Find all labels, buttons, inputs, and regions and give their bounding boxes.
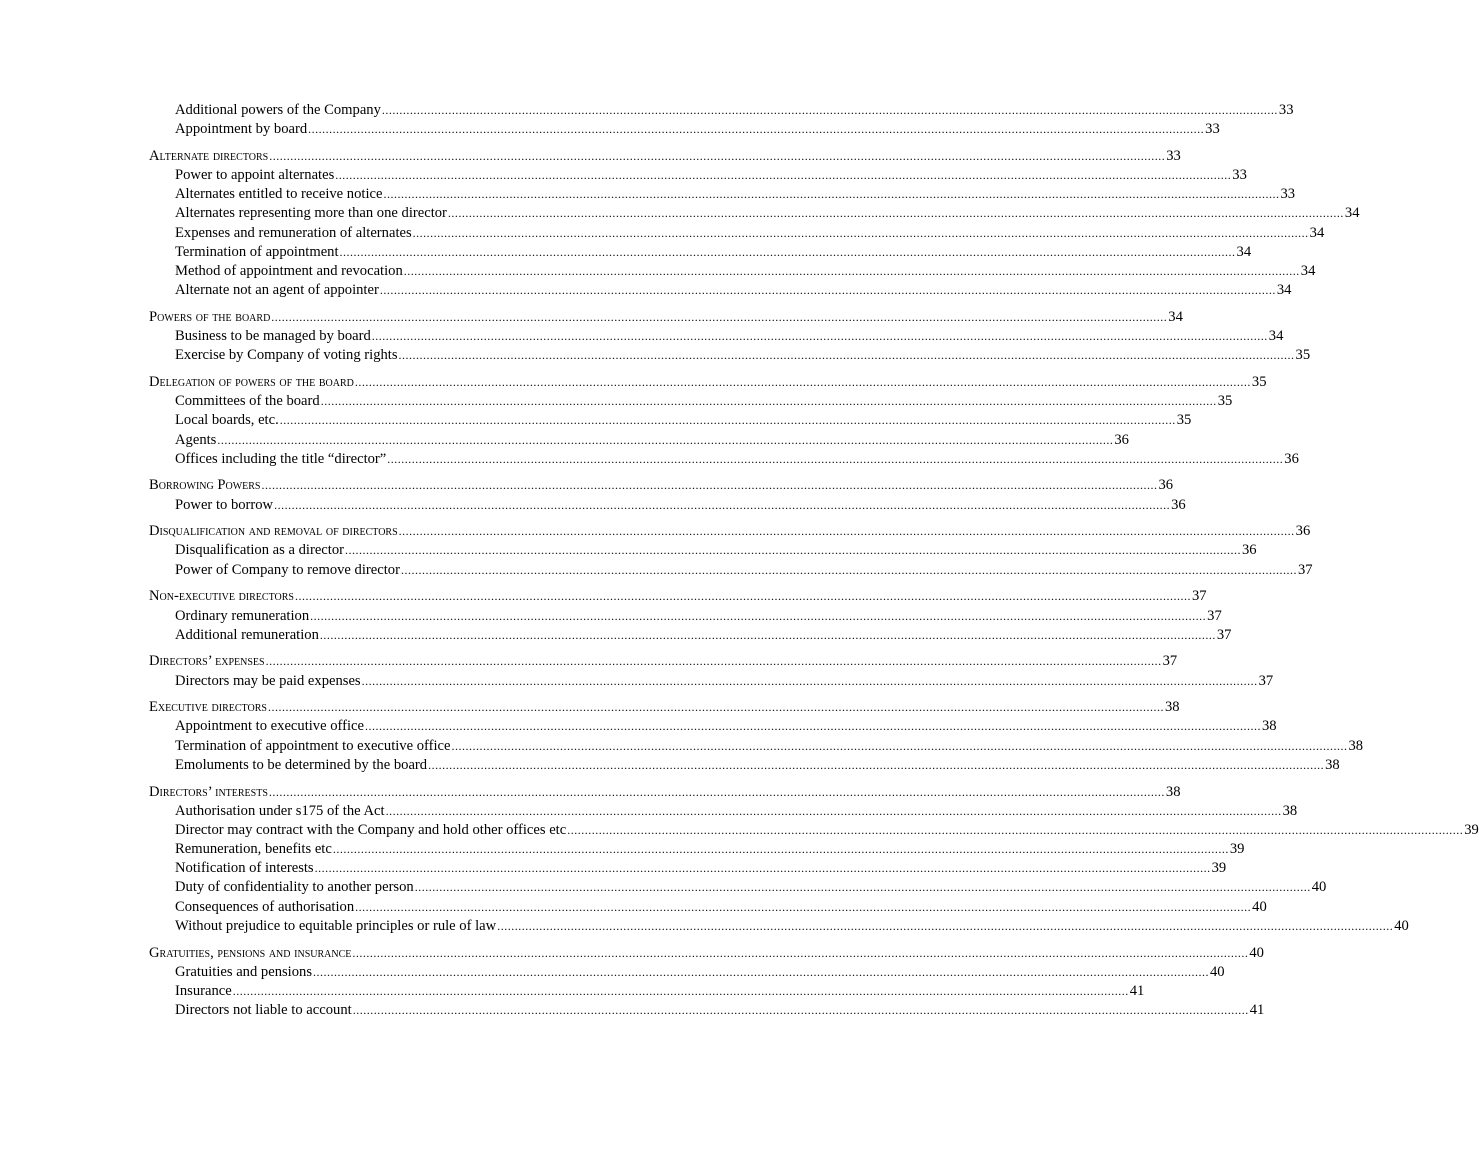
toc-section-heading[interactable] xyxy=(149,522,1311,541)
dot-leader: ................................................................................................................................................................................................................................................................ xyxy=(414,880,1311,895)
dot-leader: ................................................................................................................................................................................................................................................................ xyxy=(217,432,1114,447)
toc-page-number: 35 xyxy=(1251,373,1267,390)
toc-section-heading[interactable] xyxy=(149,698,1180,717)
toc-entry-title: Alternate directors xyxy=(149,147,269,164)
toc-entry-title: Alternates entitled to receive notice xyxy=(175,186,383,203)
toc-group xyxy=(149,652,1274,690)
toc-entry-title: Delegation of powers of the board xyxy=(149,373,354,390)
toc-entry[interactable] xyxy=(149,185,1296,204)
toc-entry[interactable] xyxy=(149,431,1129,450)
toc-entry-title: Additional powers of the Company xyxy=(175,102,381,118)
toc-entry-title: Agents xyxy=(175,431,217,448)
toc-entry-title: Method of appointment and revocation xyxy=(175,263,403,279)
toc-entry[interactable] xyxy=(149,802,1298,821)
toc-entry[interactable] xyxy=(149,450,1299,469)
toc-entry-title: Notification of interests xyxy=(175,860,314,877)
dot-leader: ................................................................................................................................................................................................................................................................ xyxy=(279,413,1176,428)
dot-leader: ................................................................................................................................................................................................................................................................ xyxy=(271,309,1168,324)
toc-entry[interactable] xyxy=(149,840,1245,859)
toc-page-number: 38 xyxy=(1282,802,1298,819)
toc-section-heading[interactable] xyxy=(149,373,1267,392)
dot-leader: ................................................................................................................................................................................................................................................................ xyxy=(403,264,1300,278)
toc-group xyxy=(149,308,1311,366)
dot-leader: ................................................................................................................................................................................................................................................................ xyxy=(379,283,1276,298)
toc-entry-title: Powers of the board xyxy=(149,308,271,325)
toc-entry[interactable] xyxy=(149,204,1360,223)
toc-entry-title: Insurance xyxy=(175,982,232,999)
toc-page-number: 38 xyxy=(1325,756,1340,773)
toc-entry[interactable] xyxy=(149,717,1277,736)
toc-page-number: 39 xyxy=(1211,860,1227,877)
toc-group xyxy=(149,147,1360,301)
toc-group xyxy=(149,944,1265,1021)
toc-page-number: 41 xyxy=(1249,1002,1265,1019)
toc-entry[interactable] xyxy=(149,756,1340,775)
toc-entry-title: Remuneration, benefits etc xyxy=(175,841,332,858)
toc-page-number: 36 xyxy=(1171,496,1186,513)
dot-leader: ................................................................................................................................................................................................................................................................ xyxy=(361,673,1258,688)
toc-page-number: 37 xyxy=(1216,626,1232,643)
table-of-contents xyxy=(149,101,1479,1028)
toc-page-number: 38 xyxy=(1165,783,1181,800)
toc-entry-title: Director may contract with the Company and hold other offices etc xyxy=(175,821,567,838)
toc-section-heading[interactable] xyxy=(149,308,1183,327)
toc-entry-title: Alternate not an agent of appointer xyxy=(175,282,379,299)
toc-entry-title: Disqualification and removal of directors xyxy=(149,523,398,540)
toc-section-heading[interactable] xyxy=(149,587,1207,606)
toc-entry-title: Power to borrow xyxy=(175,496,274,513)
toc-group xyxy=(149,476,1186,514)
toc-entry-title: Directors may be paid expenses xyxy=(175,672,361,689)
toc-entry-title: Emoluments to be determined by the board xyxy=(175,756,428,773)
toc-entry[interactable] xyxy=(149,1001,1265,1020)
toc-entry[interactable] xyxy=(149,327,1284,346)
toc-entry-title: Alternates representing more than one director xyxy=(175,205,447,222)
toc-page-number: 39 xyxy=(1464,821,1479,838)
dot-leader: ................................................................................................................................................................................................................................................................ xyxy=(371,329,1268,344)
toc-entry-title: Committees of the board xyxy=(175,393,320,410)
dot-leader: ................................................................................................................................................................................................................................................................ xyxy=(567,822,1464,837)
toc-entry[interactable] xyxy=(149,120,1220,139)
toc-group xyxy=(149,522,1313,580)
toc-entry-title: Gratuities, pensions and insurance xyxy=(149,944,352,961)
toc-page-number: 37 xyxy=(1207,607,1222,624)
toc-page-number: 39 xyxy=(1229,841,1245,858)
toc-entry-title: Power of Company to remove director xyxy=(175,561,400,578)
toc-entry-title: Ordinary remuneration xyxy=(175,607,310,624)
toc-entry[interactable] xyxy=(149,346,1311,365)
toc-group xyxy=(149,698,1364,775)
toc-entry[interactable] xyxy=(149,561,1313,580)
toc-page-number: 34 xyxy=(1300,263,1316,279)
toc-page-number: 36 xyxy=(1114,431,1129,448)
toc-entry-title: Non-executive directors xyxy=(149,588,294,605)
toc-section-heading[interactable] xyxy=(149,652,1178,671)
dot-leader: ................................................................................................................................................................................................................................................................ xyxy=(314,861,1211,876)
dot-leader: ................................................................................................................................................................................................................................................................ xyxy=(365,719,1261,734)
toc-entry-title: Exercise by Company of voting rights xyxy=(175,347,398,364)
toc-entry[interactable] xyxy=(149,963,1225,982)
toc-page-number: 34 xyxy=(1268,328,1284,345)
dot-leader: ................................................................................................................................................................................................................................................................ xyxy=(265,654,1162,669)
toc-entry-title: Directors’ expenses xyxy=(149,653,265,670)
toc-entry-title: Disqualification as a director xyxy=(175,542,344,559)
toc-entry-title: Termination of appointment to executive office xyxy=(175,737,451,754)
dot-leader: ................................................................................................................................................................................................................................................................ xyxy=(400,562,1297,577)
dot-leader: ................................................................................................................................................................................................................................................................ xyxy=(308,122,1205,137)
dot-leader: ................................................................................................................................................................................................................................................................ xyxy=(274,497,1171,512)
toc-entry[interactable] xyxy=(149,917,1409,936)
dot-leader: ................................................................................................................................................................................................................................................................ xyxy=(344,543,1241,558)
toc-section-heading[interactable] xyxy=(149,944,1264,963)
dot-leader: ................................................................................................................................................................................................................................................................ xyxy=(354,374,1251,389)
toc-entry[interactable] xyxy=(149,166,1247,185)
dot-leader: ................................................................................................................................................................................................................................................................ xyxy=(320,394,1217,409)
toc-entry[interactable] xyxy=(149,607,1222,626)
dot-leader: ................................................................................................................................................................................................................................................................ xyxy=(398,524,1295,539)
toc-page-number: 33 xyxy=(1166,147,1181,164)
toc-group xyxy=(149,783,1479,937)
toc-entry[interactable] xyxy=(149,262,1316,281)
toc-entry[interactable] xyxy=(149,821,1479,840)
toc-page-number: 33 xyxy=(1278,102,1294,118)
toc-page-number: 34 xyxy=(1236,243,1252,260)
dot-leader: ................................................................................................................................................................................................................................................................ xyxy=(339,244,1236,259)
dot-leader: ................................................................................................................................................................................................................................................................ xyxy=(398,348,1295,363)
toc-page-number: 35 xyxy=(1295,347,1311,364)
toc-entry[interactable] xyxy=(149,541,1257,560)
toc-entry-title: Directors’ interests xyxy=(149,783,268,800)
dot-leader: ................................................................................................................................................................................................................................................................ xyxy=(294,589,1191,604)
dot-leader: ................................................................................................................................................................................................................................................................ xyxy=(332,842,1229,857)
toc-page-number: 40 xyxy=(1394,917,1409,934)
toc-entry[interactable] xyxy=(149,737,1364,756)
dot-leader: ................................................................................................................................................................................................................................................................ xyxy=(428,757,1325,772)
toc-page-number: 35 xyxy=(1217,393,1233,410)
toc-page-number: 34 xyxy=(1168,308,1183,325)
toc-entry[interactable] xyxy=(149,101,1294,120)
dot-leader: ................................................................................................................................................................................................................................................................ xyxy=(313,964,1209,979)
dot-leader: ................................................................................................................................................................................................................................................................ xyxy=(310,608,1207,623)
dot-leader: ................................................................................................................................................................................................................................................................ xyxy=(232,983,1129,998)
dot-leader: ................................................................................................................................................................................................................................................................ xyxy=(319,627,1216,642)
toc-entry-title: Directors not liable to account xyxy=(175,1002,352,1019)
dot-leader: ................................................................................................................................................................................................................................................................ xyxy=(352,1003,1249,1018)
dot-leader: ................................................................................................................................................................................................................................................................ xyxy=(352,945,1249,960)
toc-page-number: 36 xyxy=(1284,450,1299,467)
toc-entry-title: Duty of confidentiality to another person xyxy=(175,879,414,896)
toc-entry[interactable] xyxy=(149,243,1252,262)
toc-entry-title: Offices including the title “director” xyxy=(175,450,387,467)
toc-page-number: 37 xyxy=(1191,588,1207,605)
dot-leader: ................................................................................................................................................................................................................................................................ xyxy=(261,478,1158,493)
toc-page-number: 37 xyxy=(1162,653,1178,670)
toc-entry[interactable] xyxy=(149,411,1192,430)
toc-entry[interactable] xyxy=(149,982,1145,1001)
toc-page-number: 40 xyxy=(1210,963,1225,980)
toc-page-number: 37 xyxy=(1258,672,1274,689)
dot-leader: ................................................................................................................................................................................................................................................................ xyxy=(268,784,1165,799)
dot-leader: ................................................................................................................................................................................................................................................................ xyxy=(412,225,1309,240)
toc-group xyxy=(149,587,1232,645)
dot-leader: ................................................................................................................................................................................................................................................................ xyxy=(335,168,1232,183)
toc-page-number: 34 xyxy=(1344,205,1360,222)
toc-group xyxy=(149,101,1294,139)
toc-page-number: 41 xyxy=(1129,982,1145,999)
toc-section-heading[interactable] xyxy=(149,147,1181,166)
toc-page-number: 35 xyxy=(1176,412,1192,429)
toc-entry-title: Executive directors xyxy=(149,699,267,716)
toc-group xyxy=(149,373,1299,469)
toc-entry-title: Termination of appointment xyxy=(175,243,339,260)
toc-entry-title: Appointment by board xyxy=(175,121,308,138)
toc-entry[interactable] xyxy=(149,672,1274,691)
toc-entry[interactable] xyxy=(149,859,1227,878)
toc-entry[interactable] xyxy=(149,626,1232,645)
toc-page-number: 33 xyxy=(1280,186,1296,203)
toc-entry-title: Gratuities and pensions xyxy=(175,963,312,980)
dot-leader: ................................................................................................................................................................................................................................................................ xyxy=(451,738,1348,753)
toc-page-number: 33 xyxy=(1205,121,1220,138)
toc-entry-title: Business to be managed by board xyxy=(175,328,371,345)
toc-entry-title: Expenses and remuneration of alternates xyxy=(175,224,412,241)
dot-leader: ................................................................................................................................................................................................................................................................ xyxy=(355,899,1252,914)
toc-page-number: 36 xyxy=(1241,542,1257,559)
dot-leader: ................................................................................................................................................................................................................................................................ xyxy=(381,103,1278,117)
dot-leader: ................................................................................................................................................................................................................................................................ xyxy=(383,187,1280,202)
dot-leader: ................................................................................................................................................................................................................................................................ xyxy=(267,700,1164,715)
toc-page-number: 40 xyxy=(1252,898,1267,915)
toc-entry[interactable] xyxy=(149,224,1325,243)
toc-page-number: 34 xyxy=(1309,224,1325,241)
toc-page-number: 38 xyxy=(1348,737,1364,754)
toc-entry-title: Borrowing Powers xyxy=(149,477,261,494)
toc-entry-title: Without prejudice to equitable principles or rule of law xyxy=(175,917,497,934)
toc-page-number: 40 xyxy=(1249,944,1264,961)
toc-entry-title: Consequences of authorisation xyxy=(175,898,355,915)
toc-page-number: 37 xyxy=(1297,561,1313,578)
dot-leader: ................................................................................................................................................................................................................................................................ xyxy=(497,918,1394,933)
dot-leader: ................................................................................................................................................................................................................................................................ xyxy=(385,803,1282,818)
toc-entry-title: Local boards, etc. xyxy=(175,412,279,429)
toc-entry[interactable] xyxy=(149,878,1327,897)
dot-leader: ................................................................................................................................................................................................................................................................ xyxy=(447,206,1344,221)
toc-page-number: 40 xyxy=(1311,879,1327,896)
toc-entry[interactable] xyxy=(149,496,1186,515)
toc-page-number: 36 xyxy=(1158,477,1174,494)
toc-entry-title: Appointment to executive office xyxy=(175,718,364,735)
toc-entry[interactable] xyxy=(149,281,1292,300)
toc-page-number: 33 xyxy=(1232,167,1247,184)
toc-page-number: 34 xyxy=(1276,282,1292,299)
toc-page-number: 36 xyxy=(1295,523,1311,540)
toc-entry[interactable] xyxy=(149,898,1267,917)
toc-entry-title: Authorisation under s175 of the Act xyxy=(175,802,385,819)
dot-leader: ................................................................................................................................................................................................................................................................ xyxy=(269,148,1166,163)
toc-entry[interactable] xyxy=(149,392,1233,411)
dot-leader: ................................................................................................................................................................................................................................................................ xyxy=(387,451,1284,466)
toc-section-heading[interactable] xyxy=(149,476,1174,495)
toc-page-number: 38 xyxy=(1262,718,1277,735)
toc-section-heading[interactable] xyxy=(149,783,1181,802)
toc-page-number: 38 xyxy=(1164,699,1180,716)
toc-entry-title: Additional remuneration xyxy=(175,626,319,643)
toc-entry-title: Power to appoint alternates xyxy=(175,167,335,184)
